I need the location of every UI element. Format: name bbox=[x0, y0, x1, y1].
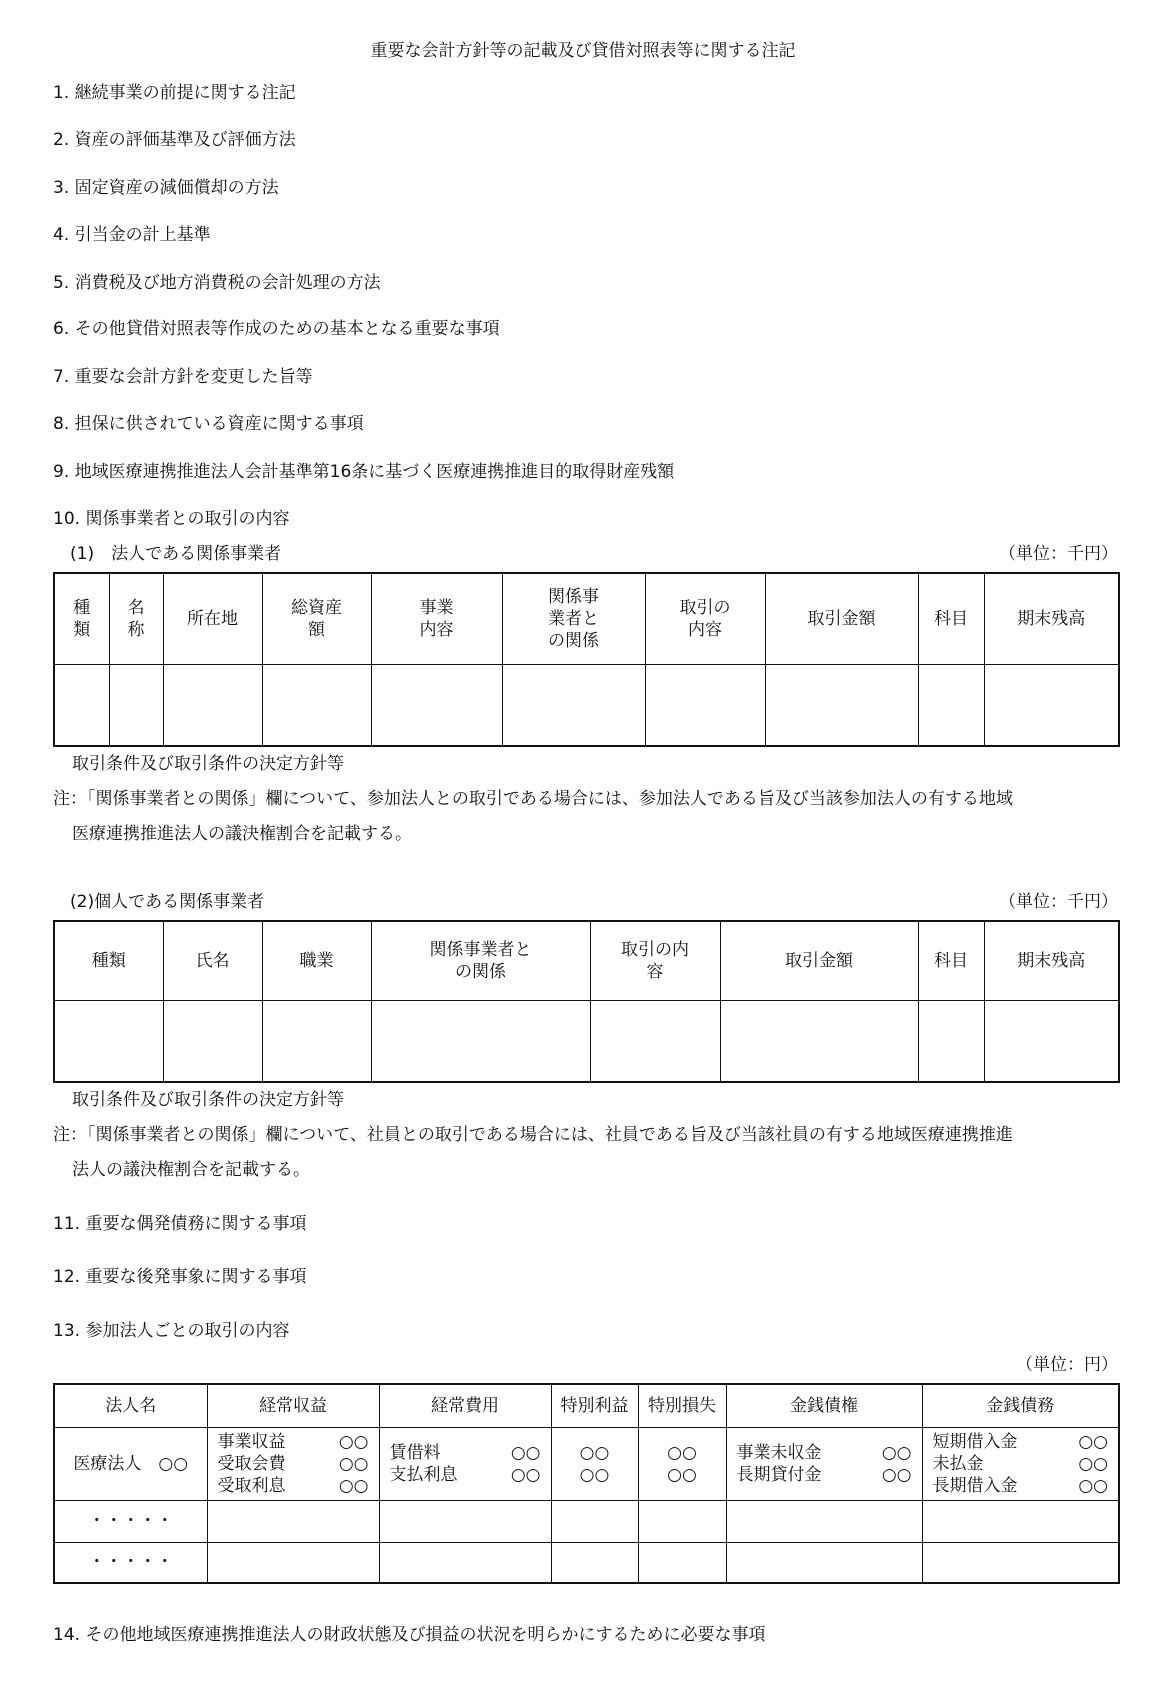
table-row bbox=[54, 1542, 1119, 1583]
special-loss-value: ○○ bbox=[667, 1464, 697, 1485]
member-transactions-table bbox=[53, 1383, 1120, 1584]
item-4: 4. 引当金の計上基準 bbox=[53, 225, 211, 245]
revenue-value: ○○ bbox=[338, 1453, 369, 1474]
header-location: 所在地 bbox=[163, 573, 262, 664]
receivable-value: ○○ bbox=[881, 1464, 912, 1485]
header-amount: 取引金額 bbox=[765, 573, 918, 664]
section2-note: 注：「関係事業者との関係」欄について、社員との取引である場合には、社員である旨及び当該社員の有する地域医療連携推進 bbox=[53, 1125, 1013, 1145]
page-title: 重要な会計方針等の記載及び貸借対照表等に関する注記 bbox=[370, 41, 796, 61]
section13-unit: （単位：円） bbox=[1016, 1355, 1118, 1375]
revenue-label: 事業収益 bbox=[217, 1431, 286, 1452]
header-balance: 期末残高 bbox=[984, 573, 1119, 664]
payable-label: 短期借入金 bbox=[932, 1431, 1018, 1452]
header-name: 名称 bbox=[109, 573, 163, 664]
section1-heading: (1) 法人である関係事業者 bbox=[70, 544, 282, 564]
item-10: 10. 関係事業者との取引の内容 bbox=[53, 509, 290, 529]
receivable-value: ○○ bbox=[881, 1442, 912, 1463]
header-special-gain: 特別利益 bbox=[551, 1384, 638, 1427]
header-name: 氏名 bbox=[163, 921, 262, 1000]
payable-value: ○○ bbox=[1078, 1431, 1108, 1452]
revenue-value: ○○ bbox=[338, 1431, 369, 1452]
related-individuals-table bbox=[53, 920, 1120, 1083]
payable-value: ○○ bbox=[1078, 1453, 1108, 1474]
item-7: 7. 重要な会計方針を変更した旨等 bbox=[53, 367, 313, 387]
item-13: 13. 参加法人ごとの取引の内容 bbox=[53, 1321, 290, 1341]
header-transaction: 取引の内容 bbox=[645, 573, 765, 664]
item-11: 11. 重要な偶発債務に関する事項 bbox=[53, 1214, 307, 1234]
item-2: 2. 資産の評価基準及び評価方法 bbox=[53, 130, 296, 150]
header-payables: 金銭債務 bbox=[922, 1384, 1119, 1427]
section1-note: 注：「関係事業者との関係」欄について、参加法人との取引である場合には、参加法人である旨及び当該参加法人の有する地域 bbox=[53, 789, 1013, 809]
expense-value: ○○ bbox=[510, 1442, 541, 1463]
header-relationship: 関係事業者との関係 bbox=[502, 573, 645, 664]
header-ordinary-expense: 経常費用 bbox=[379, 1384, 551, 1427]
revenue-label: 受取利息 bbox=[217, 1475, 286, 1496]
header-type: 種類 bbox=[54, 573, 109, 664]
header-total-assets: 総資産額 bbox=[262, 573, 371, 664]
expense-value: ○○ bbox=[510, 1464, 541, 1485]
payable-label: 長期借入金 bbox=[932, 1475, 1018, 1496]
item-12: 12. 重要な後発事象に関する事項 bbox=[53, 1267, 307, 1287]
ellipsis: ・・・・・ bbox=[54, 1500, 207, 1542]
section2-heading: (2)個人である関係事業者 bbox=[70, 892, 265, 912]
special-loss-value: ○○ bbox=[667, 1442, 697, 1463]
section2-unit: （単位：千円） bbox=[999, 892, 1118, 912]
item-6: 6. その他貸借対照表等作成のための基本となる重要な事項 bbox=[53, 319, 500, 339]
receivable-label: 長期貸付金 bbox=[736, 1464, 822, 1485]
header-relationship: 関係事業者との関係 bbox=[371, 921, 590, 1000]
section1-unit: （単位：千円） bbox=[999, 544, 1118, 564]
table-row bbox=[54, 664, 1119, 746]
revenue-value: ○○ bbox=[338, 1475, 369, 1496]
section2-conditions: 取引条件及び取引条件の決定方針等 bbox=[72, 1090, 344, 1110]
header-business: 事業内容 bbox=[371, 573, 502, 664]
table-row bbox=[54, 1000, 1119, 1082]
expense-label: 支払利息 bbox=[389, 1464, 458, 1485]
section2-note-cont: 法人の議決権割合を記載する。 bbox=[72, 1160, 310, 1180]
ellipsis: ・・・・・ bbox=[54, 1542, 207, 1583]
section1-conditions: 取引条件及び取引条件の決定方針等 bbox=[72, 754, 344, 774]
payable-label: 未払金 bbox=[932, 1453, 984, 1474]
item-14: 14. その他地域医療連携推進法人の財政状態及び損益の状況を明らかにするために必要な事項 bbox=[53, 1625, 766, 1645]
payable-value: ○○ bbox=[1078, 1475, 1108, 1496]
header-account: 科目 bbox=[918, 921, 984, 1000]
header-special-loss: 特別損失 bbox=[638, 1384, 726, 1427]
item-9: 9. 地域医療連携推進法人会計基準第16条に基づく医療連携推進目的取得財産残額 bbox=[53, 462, 675, 482]
header-transaction: 取引の内容 bbox=[590, 921, 720, 1000]
header-account: 科目 bbox=[918, 573, 984, 664]
related-corporations-table bbox=[53, 572, 1120, 747]
section1-note-cont: 医療連携推進法人の議決権割合を記載する。 bbox=[72, 824, 412, 844]
header-receivables: 金銭債権 bbox=[726, 1384, 922, 1427]
header-type: 種類 bbox=[54, 921, 163, 1000]
item-1: 1. 継続事業の前提に関する注記 bbox=[53, 83, 296, 103]
header-balance: 期末残高 bbox=[984, 921, 1119, 1000]
revenue-label: 受取会費 bbox=[217, 1453, 286, 1474]
header-amount: 取引金額 bbox=[720, 921, 918, 1000]
expense-label: 賃借料 bbox=[389, 1442, 441, 1463]
item-3: 3. 固定資産の減価償却の方法 bbox=[53, 178, 279, 198]
header-occupation: 職業 bbox=[262, 921, 371, 1000]
header-ordinary-revenue: 経常収益 bbox=[207, 1384, 379, 1427]
corporation-name: 医療法人 ○○ bbox=[54, 1427, 207, 1500]
receivable-label: 事業未収金 bbox=[736, 1442, 822, 1463]
table-row bbox=[54, 1427, 1119, 1500]
item-8: 8. 担保に供されている資産に関する事項 bbox=[53, 414, 364, 434]
table-row bbox=[54, 1500, 1119, 1542]
special-gain-value: ○○ bbox=[579, 1442, 610, 1463]
item-5: 5. 消費税及び地方消費税の会計処理の方法 bbox=[53, 273, 381, 293]
special-gain-value: ○○ bbox=[579, 1464, 610, 1485]
header-corporation: 法人名 bbox=[54, 1384, 207, 1427]
